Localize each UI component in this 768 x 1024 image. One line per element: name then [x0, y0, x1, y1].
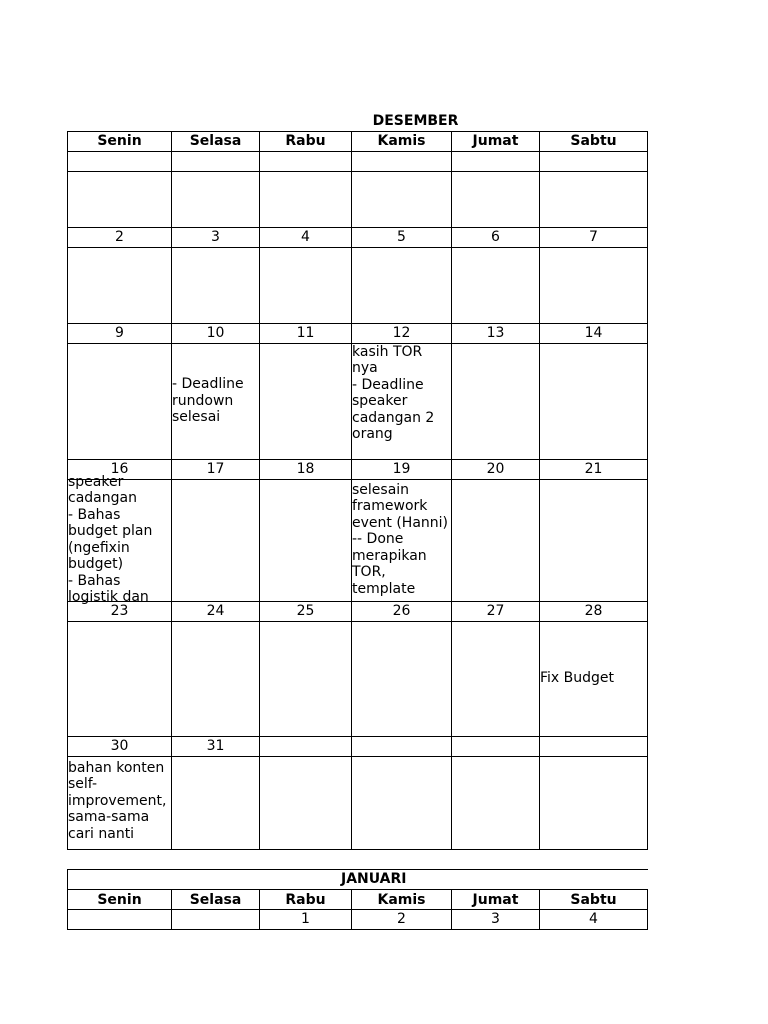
- day-number: 14: [540, 323, 648, 343]
- january-calendar: [67, 869, 648, 930]
- day-number: 2: [352, 910, 452, 930]
- day-note-cell: [352, 343, 452, 459]
- day-note-cell: [172, 247, 260, 323]
- day-note-cell: [352, 247, 452, 323]
- day-note-cell: [260, 756, 352, 849]
- day-number: 24: [172, 601, 260, 621]
- day-note-cell: [352, 479, 452, 601]
- day-number: 26: [352, 601, 452, 621]
- day-number: 19: [352, 459, 452, 479]
- day-number: 16: [68, 459, 172, 479]
- day-number: 5: [352, 227, 452, 247]
- weekday-header: Senin: [68, 890, 172, 910]
- day-note-cell: [172, 756, 260, 849]
- day-number: [260, 736, 352, 756]
- weekday-header: Selasa: [172, 890, 260, 910]
- weekday-header: Rabu: [260, 131, 352, 151]
- day-number: 12: [352, 323, 452, 343]
- weekday-header: Sabtu: [540, 131, 648, 151]
- day-note-cell: [68, 171, 172, 227]
- weekday-header: Senin: [68, 131, 172, 151]
- day-note-cell: [260, 171, 352, 227]
- day-number: 13: [452, 323, 540, 343]
- day-number: [452, 736, 540, 756]
- day-number: [260, 151, 352, 171]
- day-number: [540, 736, 648, 756]
- day-note-cell: [68, 247, 172, 323]
- day-note-cell: [540, 343, 648, 459]
- day-number: 20: [452, 459, 540, 479]
- day-number: [172, 910, 260, 930]
- day-note: bahan konten self-improvement, sama-sama cari nanti: [68, 759, 167, 842]
- day-number: [172, 151, 260, 171]
- weekday-header: Jumat: [452, 131, 540, 151]
- weekday-header: Sabtu: [540, 890, 648, 910]
- day-note: speaker cadangan - Bahas budget plan (ngefixin budget) - Bahas logistik dan: [68, 473, 153, 605]
- weekday-header: Selasa: [172, 131, 260, 151]
- day-number: 4: [260, 227, 352, 247]
- month-title: DESEMBER: [260, 111, 540, 131]
- day-note-cell: [172, 171, 260, 227]
- day-number: 3: [452, 910, 540, 930]
- day-note-cell: [452, 479, 540, 601]
- day-note-cell: [172, 479, 260, 601]
- day-note-cell: [172, 343, 260, 459]
- weekday-header: Jumat: [452, 890, 540, 910]
- day-note-cell: [452, 247, 540, 323]
- day-note-cell: [540, 479, 648, 601]
- day-note: kasih TOR nya - Deadline speaker cadangan 2 orang: [352, 343, 435, 442]
- day-note-cell: [260, 621, 352, 736]
- day-note-cell: [540, 171, 648, 227]
- day-number: 2: [68, 227, 172, 247]
- day-note-cell: [540, 247, 648, 323]
- month-spacer: [540, 111, 648, 131]
- day-note-cell: [352, 621, 452, 736]
- day-note-cell: [352, 756, 452, 849]
- day-note-cell: [452, 343, 540, 459]
- day-note: Fix Budget: [540, 670, 615, 687]
- day-number: 10: [172, 323, 260, 343]
- day-number: 27: [452, 601, 540, 621]
- day-number: 9: [68, 323, 172, 343]
- day-number: 21: [540, 459, 648, 479]
- day-number: 4: [540, 910, 648, 930]
- day-note-cell: [68, 756, 172, 849]
- month-spacer: [172, 111, 260, 131]
- day-note: - Deadline rundown selesai: [172, 376, 244, 426]
- day-number: [352, 151, 452, 171]
- day-number: [540, 151, 648, 171]
- day-number: 1: [260, 910, 352, 930]
- day-note-cell: [68, 343, 172, 459]
- day-number: [68, 910, 172, 930]
- day-number: 6: [452, 227, 540, 247]
- day-note: selesain framework event (Hanni) -- Done merapikan TOR, template: [352, 481, 448, 597]
- weekday-header: Rabu: [260, 890, 352, 910]
- day-number: 18: [260, 459, 352, 479]
- day-number: 28: [540, 601, 648, 621]
- day-number: [68, 151, 172, 171]
- day-number: 31: [172, 736, 260, 756]
- day-number: 3: [172, 227, 260, 247]
- day-note-cell: [352, 171, 452, 227]
- day-number: 11: [260, 323, 352, 343]
- weekday-header: Kamis: [352, 890, 452, 910]
- day-number: [352, 736, 452, 756]
- day-note-cell: [260, 343, 352, 459]
- day-note-cell: [260, 247, 352, 323]
- day-number: 17: [172, 459, 260, 479]
- day-number: [452, 151, 540, 171]
- month-spacer: [68, 111, 172, 131]
- day-note-cell: [68, 621, 172, 736]
- day-note-cell: [452, 756, 540, 849]
- day-note-cell: [68, 473, 172, 605]
- day-note-cell: [540, 621, 648, 736]
- day-note-cell: [260, 479, 352, 601]
- december-calendar: [67, 111, 648, 850]
- day-note-cell: [540, 756, 648, 849]
- day-number: 23: [68, 601, 172, 621]
- day-number: 25: [260, 601, 352, 621]
- day-number: 30: [68, 736, 172, 756]
- day-number: 7: [540, 227, 648, 247]
- weekday-header: Kamis: [352, 131, 452, 151]
- day-note-cell: [172, 621, 260, 736]
- day-note-cell: [452, 171, 540, 227]
- day-note-cell: [452, 621, 540, 736]
- month-title: JANUARI: [68, 870, 648, 890]
